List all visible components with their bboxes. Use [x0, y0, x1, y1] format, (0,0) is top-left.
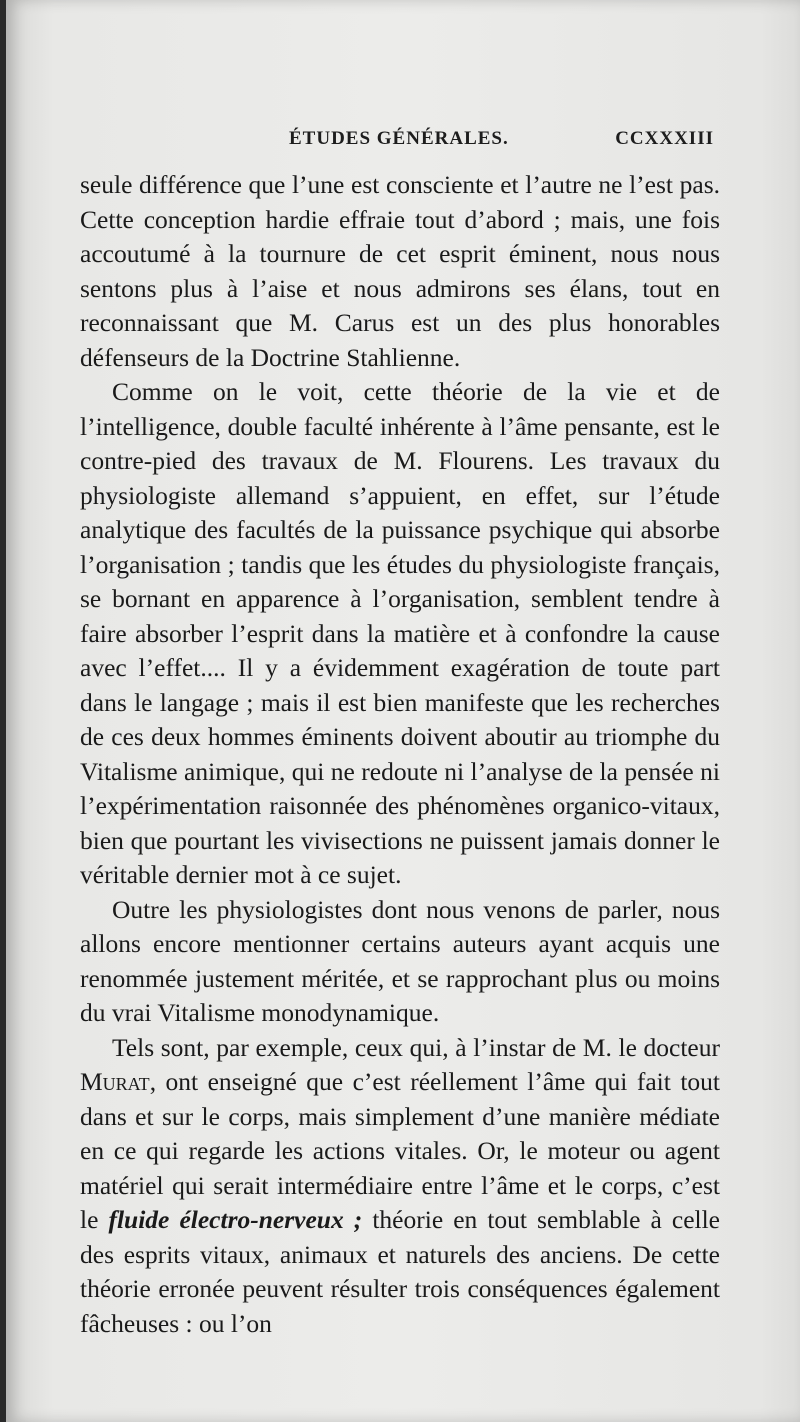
paragraph-2: Comme on le voit, cette théorie de la vie et de l’intelligence, double faculté inhérente à l’âme pensante, est le contre-pied des travaux de M. Flourens. Les travaux du physiologiste allemand s’appuient, en effet, sur l’étude analytique des facultés de la puissance psychique qui absorbe l’organisation ; tandis que les études du physiologiste français, se bornant en apparence à l’organisation, semblent tendre à faire absorber l’esprit dans la matière et à confondre la cause avec l’effet.... Il y a évidemment exagération de toute part dans le langage ; mais il est bien manifeste que les recherches de ces deux hommes éminents doivent aboutir au triomphe du Vitalisme animique, qui ne redoute ni l’analyse de la pensée ni l’expérimentation raisonnée des phénomènes organico-vitaux, bien que pourtant les vivisections ne puissent jamais donner le véritable dernier mot à ce sujet.: [80, 377, 720, 889]
paragraph-4: [80, 1031, 720, 1342]
paragraph-1: seule différence que l’une est consciente et l’autre ne l’est pas. Cette conception hardie effraie tout d’abord ; mais, une fois accoutumé à la tournure de cet esprit éminent, nous nous sentons plus à l’aise et nous admirons ses élans, tout en reconnaissant que M. Carus est un des plus honorables défenseurs de la Doctrine Stahlienne.: [80, 170, 720, 372]
page-number: CCXXXIII: [615, 128, 714, 149]
paragraph-4-middle: , ont enseigné que c’est réellement l’âme qui fait tout dans et sur le corps, mais simplement d’une manière médiate en ce qui regarde les actions vitales. Or, le moteur ou agent matériel qui serait intermédiaire entre l’âme et le corps, c’est le: [80, 1067, 720, 1234]
paragraph-4-end: théorie en tout semblable à celle des esprits vitaux, animaux et naturels des anciens. De cette théorie erronée peuvent résulter trois conséquences également fâcheuses : ou l’on: [80, 1205, 721, 1338]
italic-term: fluide électro-nerveux ;: [108, 1205, 363, 1234]
page-header: [6, 128, 800, 158]
paragraph-4-start: Tels sont, par exemple, ceux qui, à l’instar de M. le docteur: [112, 1032, 720, 1062]
book-page: [6, 0, 800, 1422]
author-name-murat: Murat: [80, 1067, 150, 1096]
running-title: ÉTUDES GÉNÉRALES.: [289, 128, 509, 149]
paragraph-3: Outre les physiologistes dont nous venons de parler, nous allons encore mentionner certains auteurs ayant acquis une renommée justement méritée, et se rapprochant plus ou moins du vrai Vitalisme monodynamique.: [80, 894, 720, 1027]
body-text: [80, 168, 720, 1341]
